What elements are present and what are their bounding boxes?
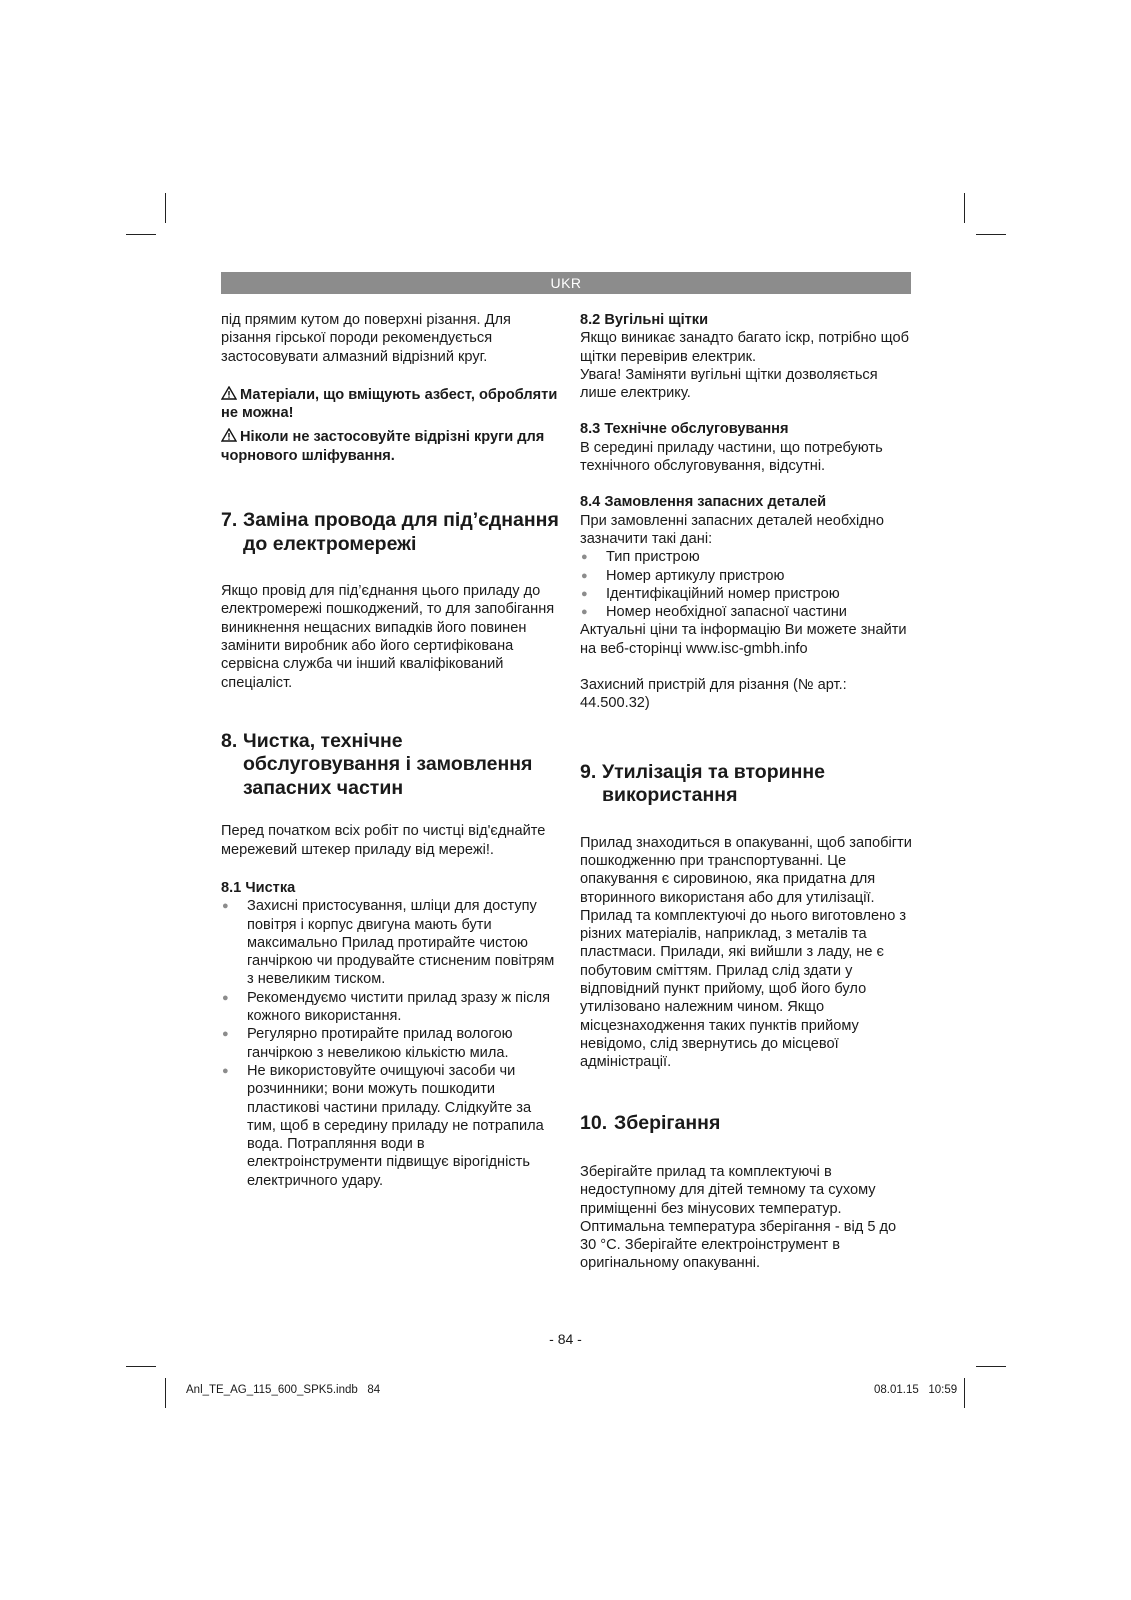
crop-mark <box>165 193 166 223</box>
footer-date: 08.01.15 10:59 <box>874 1384 958 1396</box>
page-number: - 84 - <box>549 1331 582 1347</box>
crop-mark <box>126 1366 156 1367</box>
crop-mark <box>976 234 1006 235</box>
section-8-3-text: В середині приладу частини, що потребують технічного обслуговування, відсутні. <box>580 439 883 475</box>
list-item: ● Регулярно протирайте прилад вологою ганчіркою з невеликою кількістю мила. <box>221 1025 561 1062</box>
section-10-heading: 10. Зберігання <box>580 1111 721 1134</box>
warning-triangle-icon <box>221 386 237 400</box>
section-8-2-heading: 8.2 Вугільні щітки <box>580 312 709 328</box>
section-7-heading: 7. Заміна провода для під’єднання до електромережі <box>221 509 559 555</box>
warning-triangle-icon <box>221 428 237 442</box>
language-header-bar <box>221 272 911 294</box>
section-9-heading: 9. Утилізація та вторинне використання <box>580 760 826 807</box>
section-8-4-website: Актуальні ціни та інформацію Ви можете знайти на веб-сторінці www.isc-gmbh.info <box>580 622 907 657</box>
accessory-text: Захисний пристрій для різання (№ арт.: 44.500.32) <box>580 677 847 712</box>
warning-asbestos: Матеріали, що вміщують азбест, обробляти не можна! <box>221 386 558 422</box>
list-item: ● Номер необхідної запасної частини <box>580 603 912 621</box>
section-10-text: Зберігайте прилад та комплектуючі в недоступному для дітей темному та сухому приміщенні без мінусових температур. Оптимальна температура зберігання - від 5 до 30 °C. Зберігайте електроінструмент в оригінальному опакуванні. <box>580 1164 897 1272</box>
crop-mark <box>126 234 156 235</box>
crop-mark <box>165 1378 166 1408</box>
left-column <box>221 311 561 1190</box>
section-8-1-heading: 8.1 Чистка <box>221 879 296 896</box>
cleaning-list <box>221 897 561 1190</box>
section-8-text: Перед початком всіх робіт по чистці від'єднайте мережевий штекер приладу від мережі!. <box>221 823 546 858</box>
crop-mark <box>976 1366 1006 1367</box>
section-8-4-heading: 8.4 Замовлення запасних деталей <box>580 494 827 511</box>
language-tag: UKR <box>550 275 582 291</box>
warning-cutting-discs: Ніколи не застосовуйте відрізні круги для чорнового шліфування. <box>221 429 545 464</box>
section-8-2-note: Увага! Заміняти вугільні щітки дозволяється лише електрику. <box>580 366 878 402</box>
right-column <box>580 311 912 1273</box>
list-item: ● Не використовуйте очищуючі засоби чи розчинники; вони можуть пошкодити пластикові частини приладу. Слідкуйте за тим, щоб в середину приладу не потрапила вода. Потрапляння води в електроінструменти підвищує вірогідність електричного удару. <box>221 1062 561 1190</box>
footer-file-name: Anl_TE_AG_115_600_SPK5.indb 84 <box>186 1384 381 1396</box>
list-item: ● Рекомендуємо чистити прилад зразу ж після кожного використання. <box>221 989 561 1026</box>
section-8-heading: 8. Чистка, технічне обслуговування і замовлення запасних частин <box>221 729 533 799</box>
order-data-list <box>580 548 912 621</box>
list-item: ● Ідентифікаційний номер пристрою <box>580 585 912 603</box>
list-item: ● Тип пристрою <box>580 548 912 566</box>
intro-text: під прямим кутом до поверхні різання. Для різання гірської породи рекомендується застосовувати алмазний відрізний круг. <box>221 312 511 365</box>
list-item: ● Номер артикулу пристрою <box>580 567 912 585</box>
crop-mark <box>964 1378 965 1408</box>
section-8-3-heading: 8.3 Технічне обслуговування <box>580 421 789 438</box>
section-8-2-text: Якщо виникає занадто багато іскр, потрібно щоб щітки перевірив електрик. <box>580 330 909 365</box>
section-7-text: Якщо провід для під’єднання цього приладу до електромережі пошкоджений, то для запобігання виникнення нещасних випадків його повинен замінити виробник або його сертифікована сервісна служба чи інший кваліфікований спеціаліст. <box>221 583 555 691</box>
section-8-4-intro: При замовленні запасних деталей необхідно зазначити такі дані: <box>580 512 884 547</box>
section-9-text: Прилад знаходиться в опакуванні, щоб запобігти пошкодженню при транспортуванні. Це опакування є сировиною, яка придатна для вторинного використаня або для утилізації. Прилад та комплектуючі до нього виготовлено з різних матеріалів, наприклад, з металів та пластмаси. Прилади, які вийшли з ладу, не є побутовим сміттям. Прилад слід здати у відповідний пункт прийому, щоб його було утилізовано належним чином. Якщо місцезнаходження таких пунктів прийому невідомо, слід звернутись до місцевої адміністрації. <box>580 834 912 1071</box>
list-item: ● Захисні пристосування, шліци для доступу повітря і корпус двигуна мають бути максимально Прилад протирайте чистою ганчіркою чи продувайте стисненим повітрям з невеликим тиском. <box>221 897 561 988</box>
crop-mark <box>964 193 965 223</box>
